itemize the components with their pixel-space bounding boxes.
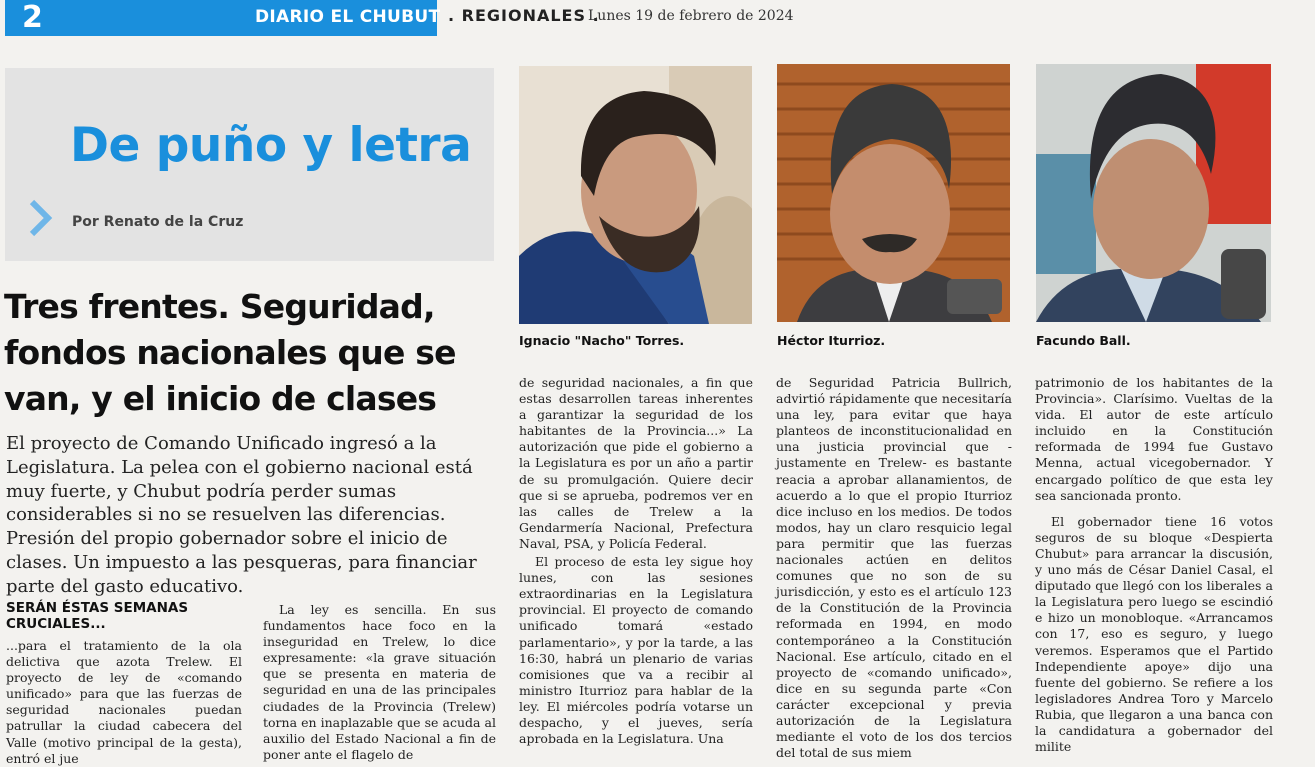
- body-paragraph: de Seguridad Patricia Bullrich, advirtió rápidamente que necesitaría una ley, para evitar que haya planteos de inconstitucionalidad en una justicia provincial que -justamente en Trelew- es bastante reacia a aprobar allanamientos, de acuerdo a lo que el propio Iturrioz dice incluso en los medios. De todos modos, hay un claro resquicio legal para permitir que las fuerzas nacionales actúen en delitos comunes que no son de su jurisdicción, y esto es el artículo 123 de la Constitución de la Provincia reformada en 1994, en modo contemporáneo a la Constitución Nacional. Ese artículo, citado en el proyecto de «comando unificado», dice en su segunda parte «Con carácter excepcional y previa autorización de la Legislatura mediante el voto de los dos tercios del total de sus miem: [776, 375, 1012, 761]
- body-paragraph: El proceso de esta ley sigue hoy lunes, con las sesiones extraordinarias en la Legislatura provincial. El proyecto de comando unificado tomará «estado parlamentario», y por la tarde, a las 16:30, habrá un plenario de varias comisiones que va a recibir al ministro Iturrioz para hablar de la ley. El miércoles podría votarse un despacho, y el jueves, sería aprobada en la Legislatura. Una: [519, 554, 753, 747]
- photo-ball: [1036, 64, 1271, 322]
- body-paragraph: La ley es sencilla. En sus fundamentos hace foco en la inseguridad en Trelew, lo dice expresamente: «la grave situación que se presenta en materia de seguridad en una de las principales ciudades de la Provincia (Trelew) torna en inaplazable que se acuda al auxilio del Estado Nacional a fin de poner ante el flagelo de: [263, 602, 496, 762]
- body-column-5: [1035, 375, 1273, 755]
- body-paragraph: de seguridad nacionales, a fin que estas desarrollen tareas inherentes a garantizar la seguridad de los habitantes de la Provincia...» La autorización que pide el gobierno a la Legislatura es por un año a partir de su promulgación. Quiere decir que si se aprueba, podremos ver en las calles de Trelew a la Gendarmería Nacional, Prefectura Naval, PSA, y Policía Federal.: [519, 375, 753, 551]
- byline: Por Renato de la Cruz: [72, 214, 244, 230]
- body-column-1: [6, 638, 242, 767]
- newspaper-name: DIARIO EL CHUBUT: [255, 7, 441, 27]
- body-paragraph: El gobernador tiene 16 votos seguros de su bloque «Despierta Chubut» para arrancar la discusión, y uno más de César Daniel Casal, el diputado que llegó con los liberales a la Legislatura pero luego se escindió e hizo un monobloque. «Arrancamos con 17, eso es seguro, y luego veremos. Esperamos que el Partido Independiente apoye» dijo una fuente del gobierno. Se refiere a los legisladores Andrea Toro y Marcelo Rubia, que llegaron a una banca con la candidatura a gobernador del milite: [1035, 513, 1273, 755]
- body-paragraph: ...para el tratamiento de la ola delictiva que azota Trelew. El proyecto de ley de «comando unificado» para que las fuerzas de seguridad nacionales puedan patrullar la ciudad cabecera del Valle (motivo principal de la gesta), entró el jue: [6, 638, 242, 766]
- issue-date: Lunes 19 de febrero de 2024: [588, 8, 794, 24]
- article-headline: Tres frentes. Seguridad, fondos nacionales que se van, y el inicio de clases: [4, 287, 456, 418]
- photo-iturrioz: [777, 64, 1010, 322]
- column-title: De puño y letra: [70, 118, 472, 173]
- article-lead: El proyecto de Comando Unificado ingresó a la Legislatura. La pelea con el gobierno nacional está muy fuerte, y Chubut podría perder sumas considerables si no se resuelven las diferencias. Presión del propio gobernador sobre el inicio de clases. Un impuesto a las pesqueras, para financiar parte del gasto educativo.: [6, 433, 477, 597]
- photo-caption: Facundo Ball.: [1036, 333, 1131, 348]
- chevron-right-icon: [26, 198, 56, 238]
- page-number: 2: [22, 0, 43, 35]
- photo-torres: [519, 66, 752, 324]
- body-column-3: [519, 375, 753, 747]
- section-label: . REGIONALES .: [448, 6, 600, 25]
- body-paragraph: patrimonio de los habitantes de la Provincia». Clarísimo. Vueltas de la vida. El autor de este artículo incluido en la Constitución reformada de 1994 fue Gustavo Menna, actual vicegobernador. Y encargado político de que esta ley sea sancionada pronto.: [1035, 375, 1273, 503]
- body-column-4: [776, 375, 1012, 761]
- photo-caption: Héctor Iturrioz.: [777, 333, 886, 348]
- body-column-2: [263, 602, 496, 763]
- article-subhead: SERÁN ÉSTAS SEMANAS CRUCIALES...: [6, 600, 189, 632]
- photo-caption: Ignacio "Nacho" Torres.: [519, 333, 685, 348]
